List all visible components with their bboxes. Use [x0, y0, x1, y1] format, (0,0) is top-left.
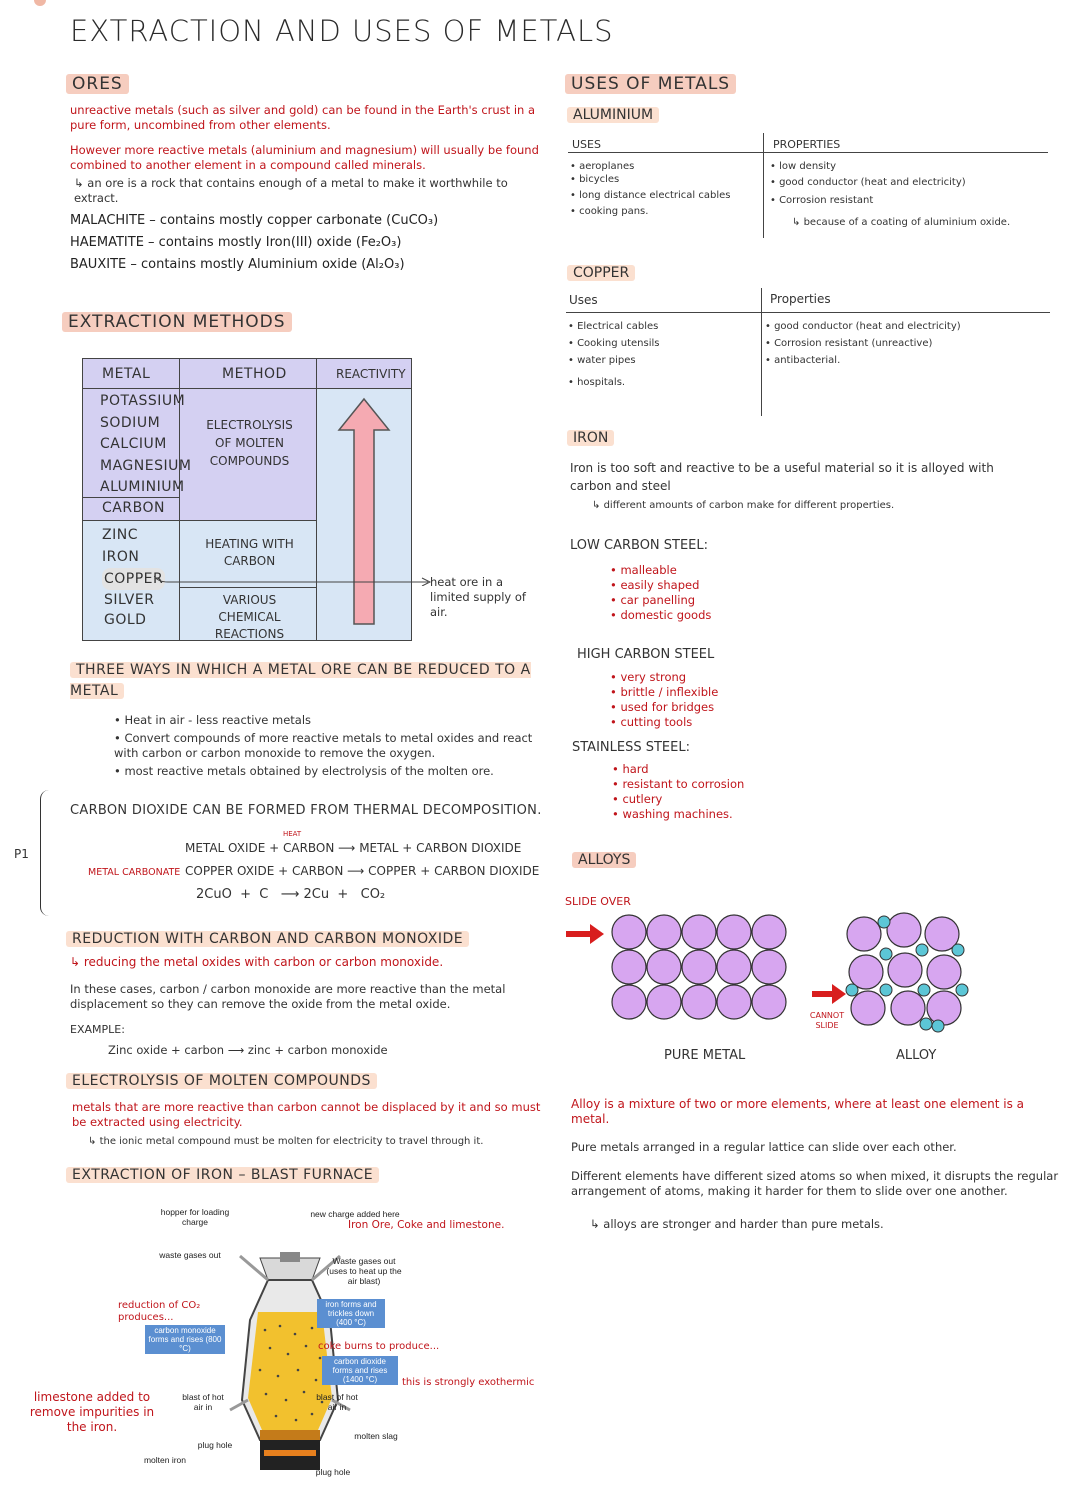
margin-bracket [40, 790, 49, 916]
equation-1: METAL OXIDE + CARBON ⟶ METAL + CARBON DIOXIDE [185, 841, 522, 855]
alloys-heading: ALLOYS [572, 852, 636, 868]
heat-label: HEAT [283, 830, 302, 838]
alloy-note-row [590, 1217, 884, 1232]
use-item: • Electrical cables [568, 321, 659, 332]
iron-note: different amounts of carbon make for different properties. [603, 500, 895, 511]
method-chemical: VARIOUS CHEMICAL REACTIONS [214, 593, 285, 641]
stainless-list [612, 762, 744, 822]
reduction-sub-row [70, 955, 443, 969]
metal-name: MAGNESIUM [100, 457, 192, 474]
label-reduction-co2: reduction of CO₂ produces... [118, 1300, 201, 1323]
use-item: • Cooking utensils [568, 338, 660, 349]
aluminium-table-lines [568, 152, 1048, 153]
method-carbon: HEATING WITH CARBON [205, 537, 294, 568]
example-equation: Zinc oxide + carbon ⟶ zinc + carbon monoxide [108, 1043, 388, 1057]
haematite: HAEMATITE – contains mostly Iron(III) oxide (Fe₂O₃) [70, 235, 402, 250]
extraction-heading: EXTRACTION METHODS [62, 312, 292, 332]
label-hopper: hopper for loading charge [160, 1207, 230, 1227]
uses-heading: USES OF METALS [565, 74, 736, 94]
copper-uses-label: Uses [569, 293, 598, 307]
low-carbon-list [610, 563, 711, 623]
ores-p1: unreactive metals (such as silver and gold) can be found in the Earth's crust in a pure form, uncombined from other elements. [70, 103, 536, 132]
way-item: • Heat in air - less reactive metals [114, 713, 312, 727]
blast-heading: EXTRACTION OF IRON – BLAST FURNACE [66, 1167, 379, 1183]
aluminium-because-row [792, 216, 1010, 229]
label-waste-right: Waste gases out (uses to heat up the air blast) [326, 1256, 402, 1286]
electrolysis-paragraph: metals that are more reactive than carbon cannot be displaced by it and so must be extracted using electricity. [72, 1100, 541, 1129]
label-blast-left: blast of hot air in [182, 1392, 224, 1412]
metal-name: IRON [102, 549, 140, 565]
metal-name: GOLD [104, 612, 147, 628]
metal-name: POTASSIUM [100, 393, 186, 409]
label-molten-slag: molten slag [354, 1431, 398, 1441]
electrolysis-heading: ELECTROLYSIS OF MOLTEN COMPOUNDS [66, 1073, 377, 1089]
aluminium-because: because of a coating of aluminium oxide. [803, 217, 1011, 228]
label-blast-right: blast of hot air in [316, 1392, 358, 1412]
alloy-paragraph-1: Alloy is a mixture of two or more elements, where at least one element is a metal. [571, 1097, 1024, 1126]
box-carbon-dioxide: carbon dioxide forms and rises (1400 °C) [322, 1356, 398, 1385]
steel-item: • used for bridges [610, 700, 715, 714]
label-plug-right: plug hole [315, 1467, 351, 1477]
reduction-paragraph: In these cases, carbon / carbon monoxide are more reactive than the metal displacement so they can remove the oxide from the metal oxide. [70, 982, 506, 1011]
arrow-icon: ↳ [74, 176, 88, 190]
equation-2: COPPER OXIDE + CARBON ⟶ COPPER + CARBON DIOXIDE [185, 864, 540, 878]
equation-3: 2CuO + C ⟶ 2Cu + CO₂ [196, 887, 386, 902]
steel-item: • brittle / inflexible [610, 685, 719, 699]
margin-note: P1 [14, 847, 29, 861]
copper-props-list [765, 320, 961, 367]
example-label: EXAMPLE: [70, 1023, 125, 1036]
malachite: MALACHITE – contains mostly copper carbonate (CuCO₃) [70, 213, 439, 228]
copper-props-label: Properties [770, 292, 831, 306]
metal-name: ALUMINIUM [100, 479, 185, 495]
arrow-icon: ↳ [88, 1136, 100, 1147]
reactivity-table [82, 358, 412, 641]
electrolysis-note-row [88, 1135, 528, 1148]
use-item: • hospitals. [568, 377, 626, 388]
label-exothermic: this is strongly exothermic [402, 1377, 535, 1388]
col-method: METHOD [222, 366, 287, 382]
copper-pointer-line [154, 574, 434, 586]
slide-over-label: SLIDE OVER [565, 895, 631, 908]
steel-item: • easily shaped [610, 578, 700, 592]
iron-heading: IRON [567, 430, 614, 446]
steel-item: • very strong [610, 670, 687, 684]
copper-divider [761, 288, 762, 416]
iron-note-row [592, 499, 894, 512]
use-item: • bicycles [570, 174, 620, 185]
label-new-charge: new charge added here [310, 1209, 400, 1219]
steel-item: • cutting tools [610, 715, 693, 729]
label-molten-iron: molten iron [143, 1455, 187, 1465]
steel-item: • domestic goods [610, 608, 712, 622]
steel-item: • washing machines. [612, 807, 733, 821]
ores-p2: However more reactive metals (aluminium and magnesium) will usually be found combined to another element in a compound called minerals. [70, 143, 539, 172]
label-coke: coke burns to produce... [318, 1341, 440, 1352]
alloy-label: ALLOY [896, 1048, 937, 1063]
pure-metal-label: PURE METAL [664, 1048, 746, 1063]
aluminium-heading: ALUMINIUM [567, 107, 659, 123]
corner-mark [34, 0, 46, 6]
prop-item: • good conductor (heat and electricity) [770, 177, 966, 188]
steel-item: • hard [612, 762, 649, 776]
stainless-heading: STAINLESS STEEL: [572, 740, 690, 755]
pure-metal-lattice [605, 910, 795, 1035]
alloy-lattice [842, 910, 972, 1035]
thermal-heading: CARBON DIOXIDE CAN BE FORMED FROM THERMAL DECOMPOSITION. [70, 803, 542, 818]
carbon-row: CARBON [102, 500, 165, 516]
way-item: • most reactive metals obtained by electrolysis of the molten ore. [114, 764, 494, 778]
electrolysis-note: the ionic metal compound must be molten for electricity to travel through it. [99, 1136, 484, 1147]
use-item: • cooking pans. [570, 206, 649, 217]
cannot-slide-label: CANNOT SLIDE [809, 1011, 845, 1030]
box-iron-forms: iron forms and trickles down (400 °C) [317, 1299, 385, 1328]
arrow-icon: ↳ [592, 500, 604, 511]
label-charge-items: Iron Ore, Coke and limestone. [348, 1219, 505, 1231]
copper-uses-list [568, 320, 659, 389]
steel-item: • car panelling [610, 593, 696, 607]
use-item: • water pipes [568, 355, 636, 366]
copper-table-line [566, 312, 1050, 313]
three-ways-list [114, 713, 539, 779]
col-metal: METAL [102, 366, 151, 382]
copper-heading: COPPER [567, 265, 635, 281]
use-item: • aeroplanes [570, 161, 635, 172]
slide-arrow-icon [566, 922, 606, 946]
arrow-icon: ↳ [792, 217, 804, 228]
alloy-paragraph-3: Different elements have different sized atoms so when mixed, it disrupts the regular arrangement of atoms, making it harder for them to slide over one another. [571, 1169, 1059, 1198]
ores-p3: an ore is a rock that contains enough of a metal to make it worthwhile to extract. [74, 176, 508, 205]
arrow-icon: ↳ [590, 1217, 604, 1231]
page-title: EXTRACTION AND USES OF METALS [70, 14, 614, 48]
aluminium-props-list [770, 160, 966, 207]
prop-item: • good conductor (heat and electricity) [765, 321, 961, 332]
low-carbon-heading: LOW CARBON STEEL: [570, 538, 709, 553]
copper-note: heat ore in a limited supply of air. [430, 575, 526, 619]
high-carbon-heading: HIGH CARBON STEEL [577, 647, 715, 662]
prop-item: • low density [770, 161, 836, 172]
metal-name: CALCIUM [100, 436, 167, 452]
reduction-sub: reducing the metal oxides with carbon or carbon monoxide. [83, 955, 444, 969]
metal-name: SILVER [104, 592, 155, 608]
arrow-icon: ↳ [70, 955, 84, 969]
metal-name: COPPER [102, 568, 165, 590]
col-reactivity: REACTIVITY [336, 367, 406, 381]
iron-paragraph: Iron is too soft and reactive to be a useful material so it is alloyed with carbon and steel [570, 461, 994, 493]
ores-heading: ORES [66, 74, 129, 94]
reduction-heading: REDUCTION WITH CARBON AND CARBON MONOXIDE [66, 931, 469, 947]
bauxite: BAUXITE – contains mostly Aluminium oxide (Al₂O₃) [70, 257, 405, 272]
prop-item: • antibacterial. [765, 355, 841, 366]
metal-name: ZINC [102, 527, 138, 543]
ores-p3-row [74, 176, 544, 206]
box-carbon-monoxide: carbon monoxide forms and rises (800 °C) [145, 1325, 225, 1354]
way-item: • Convert compounds of more reactive metals to metal oxides and react with carbon or carbon monoxide to remove the oxygen. [114, 731, 533, 760]
high-carbon-list [610, 670, 718, 730]
aluminium-uses-label: USES [572, 138, 601, 151]
aluminium-divider [763, 133, 764, 238]
prop-item: • Corrosion resistant (unreactive) [765, 338, 933, 349]
metals-top-list [100, 391, 191, 499]
label-plug-left: plug hole [197, 1440, 233, 1450]
method-electrolysis: ELECTROLYSIS OF MOLTEN COMPOUNDS [206, 418, 293, 468]
aluminium-props-label: PROPERTIES [773, 138, 841, 151]
label-waste-left: waste gases out [159, 1250, 221, 1260]
prop-item: • Corrosion resistant [770, 195, 874, 206]
steel-item: • cutlery [612, 792, 663, 806]
use-item: • long distance electrical cables [570, 190, 731, 201]
alloy-paragraph-2: Pure metals arranged in a regular lattice can slide over each other. [571, 1140, 957, 1154]
reactivity-arrow-icon [334, 396, 394, 628]
three-ways-heading: THREE WAYS IN WHICH A METAL ORE CAN BE REDUCED TO A METAL [70, 662, 531, 699]
metals-low-list [104, 590, 154, 630]
steel-item: • malleable [610, 563, 677, 577]
aluminium-uses-list [570, 160, 730, 218]
metal-carbonate-label: METAL CARBONATE [88, 867, 181, 878]
steel-item: • resistant to corrosion [612, 777, 745, 791]
label-limestone: limestone added to remove impurities in the iron. [29, 1390, 155, 1434]
metal-name: SODIUM [100, 414, 161, 431]
alloy-note: alloys are stronger and harder than pure metals. [603, 1217, 884, 1231]
